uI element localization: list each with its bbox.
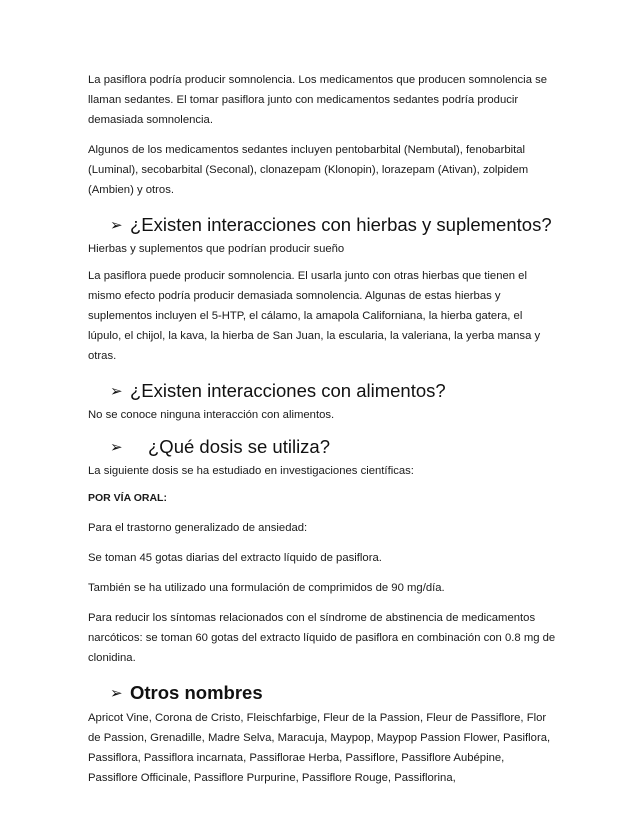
arrow-bullet-icon: ➢ <box>110 685 123 702</box>
heading-herbs-text: ¿Existen interacciones con hierbas y suplementos? <box>130 214 552 235</box>
heading-dose-text: ¿Qué dosis se utiliza? <box>148 436 331 457</box>
heading-dose <box>110 432 556 462</box>
heading-food-text: ¿Existen interacciones con alimentos? <box>130 380 446 401</box>
paragraph-food: No se conoce ninguna interacción con alimentos. <box>88 409 335 421</box>
paragraph-sedation-intro: La pasiflora podría producir somnolencia. Los medicamentos que producen somnolencia se llaman sedantes. El tomar pasiflora junto con medicamentos sedantes podría producir demasiada somnolencia. <box>88 74 548 126</box>
arrow-bullet-icon: ➢ <box>110 217 123 234</box>
herbs-subtitle: Hierbas y suplementos que podrían producir sueño <box>88 243 345 255</box>
dose-item-withdrawal: Para reducir los síntomas relacionados con el síndrome de abstinencia de medicamentos narcóticos: se toman 60 gotas del extracto líquido de pasiflora en combinación con 0.8 mg de clonidina. <box>88 612 556 664</box>
document-page <box>88 70 556 796</box>
route-label: POR VÍA ORAL: <box>88 492 167 504</box>
heading-other-names-text: Otros nombres <box>130 682 263 703</box>
arrow-bullet-icon: ➢ <box>110 439 123 456</box>
heading-food <box>110 376 556 406</box>
paragraph-herbs: La pasiflora puede producir somnolencia. El usarla junto con otras hierbas que tienen el mismo efecto podría producir demasiada somnolencia. Algunas de estas hierbas y suplementos incluyen el 5-HTP, el cálamo, la amapola Californiana, la hierba gatera, el lúpulo, el chijol, la kava, la hierba de San Juan, la escularia, la valeriana, la yerba mansa y otras. <box>88 270 541 362</box>
dose-item-tablets: También se ha utilizado una formulación de comprimidos de 90 mg/día. <box>88 582 445 594</box>
dose-item-anxiety: Para el trastorno generalizado de ansiedad: <box>88 522 308 534</box>
dose-item-drops: Se toman 45 gotas diarias del extracto líquido de pasiflora. <box>88 552 382 564</box>
heading-other-names <box>110 678 556 708</box>
arrow-bullet-icon: ➢ <box>110 383 123 400</box>
paragraph-sedative-list: Algunos de los medicamentos sedantes incluyen pentobarbital (Nembutal), fenobarbital (Luminal), secobarbital (Seconal), clonazepam (Klonopin), lorazepam (Ativan), zolpidem (Ambien) y otros. <box>88 144 529 196</box>
paragraph-other-names: Apricot Vine, Corona de Cristo, Fleischfarbige, Fleur de la Passion, Fleur de Passiflore, Flor de Passion, Grenadille, Madre Selva, Maracuja, Maypop, Maypop Passion Flower, Pasiflora, Passiflora, Passiflora incarnata, Passiflorae Herba, Passiflore, Passiflore Aubépine, Passiflore Officinale, Passiflore Purpurine, Passiflore Rouge, Passiflorina, <box>88 712 551 784</box>
heading-herbs <box>110 210 556 240</box>
dose-intro: La siguiente dosis se ha estudiado en investigaciones científicas: <box>88 465 414 477</box>
